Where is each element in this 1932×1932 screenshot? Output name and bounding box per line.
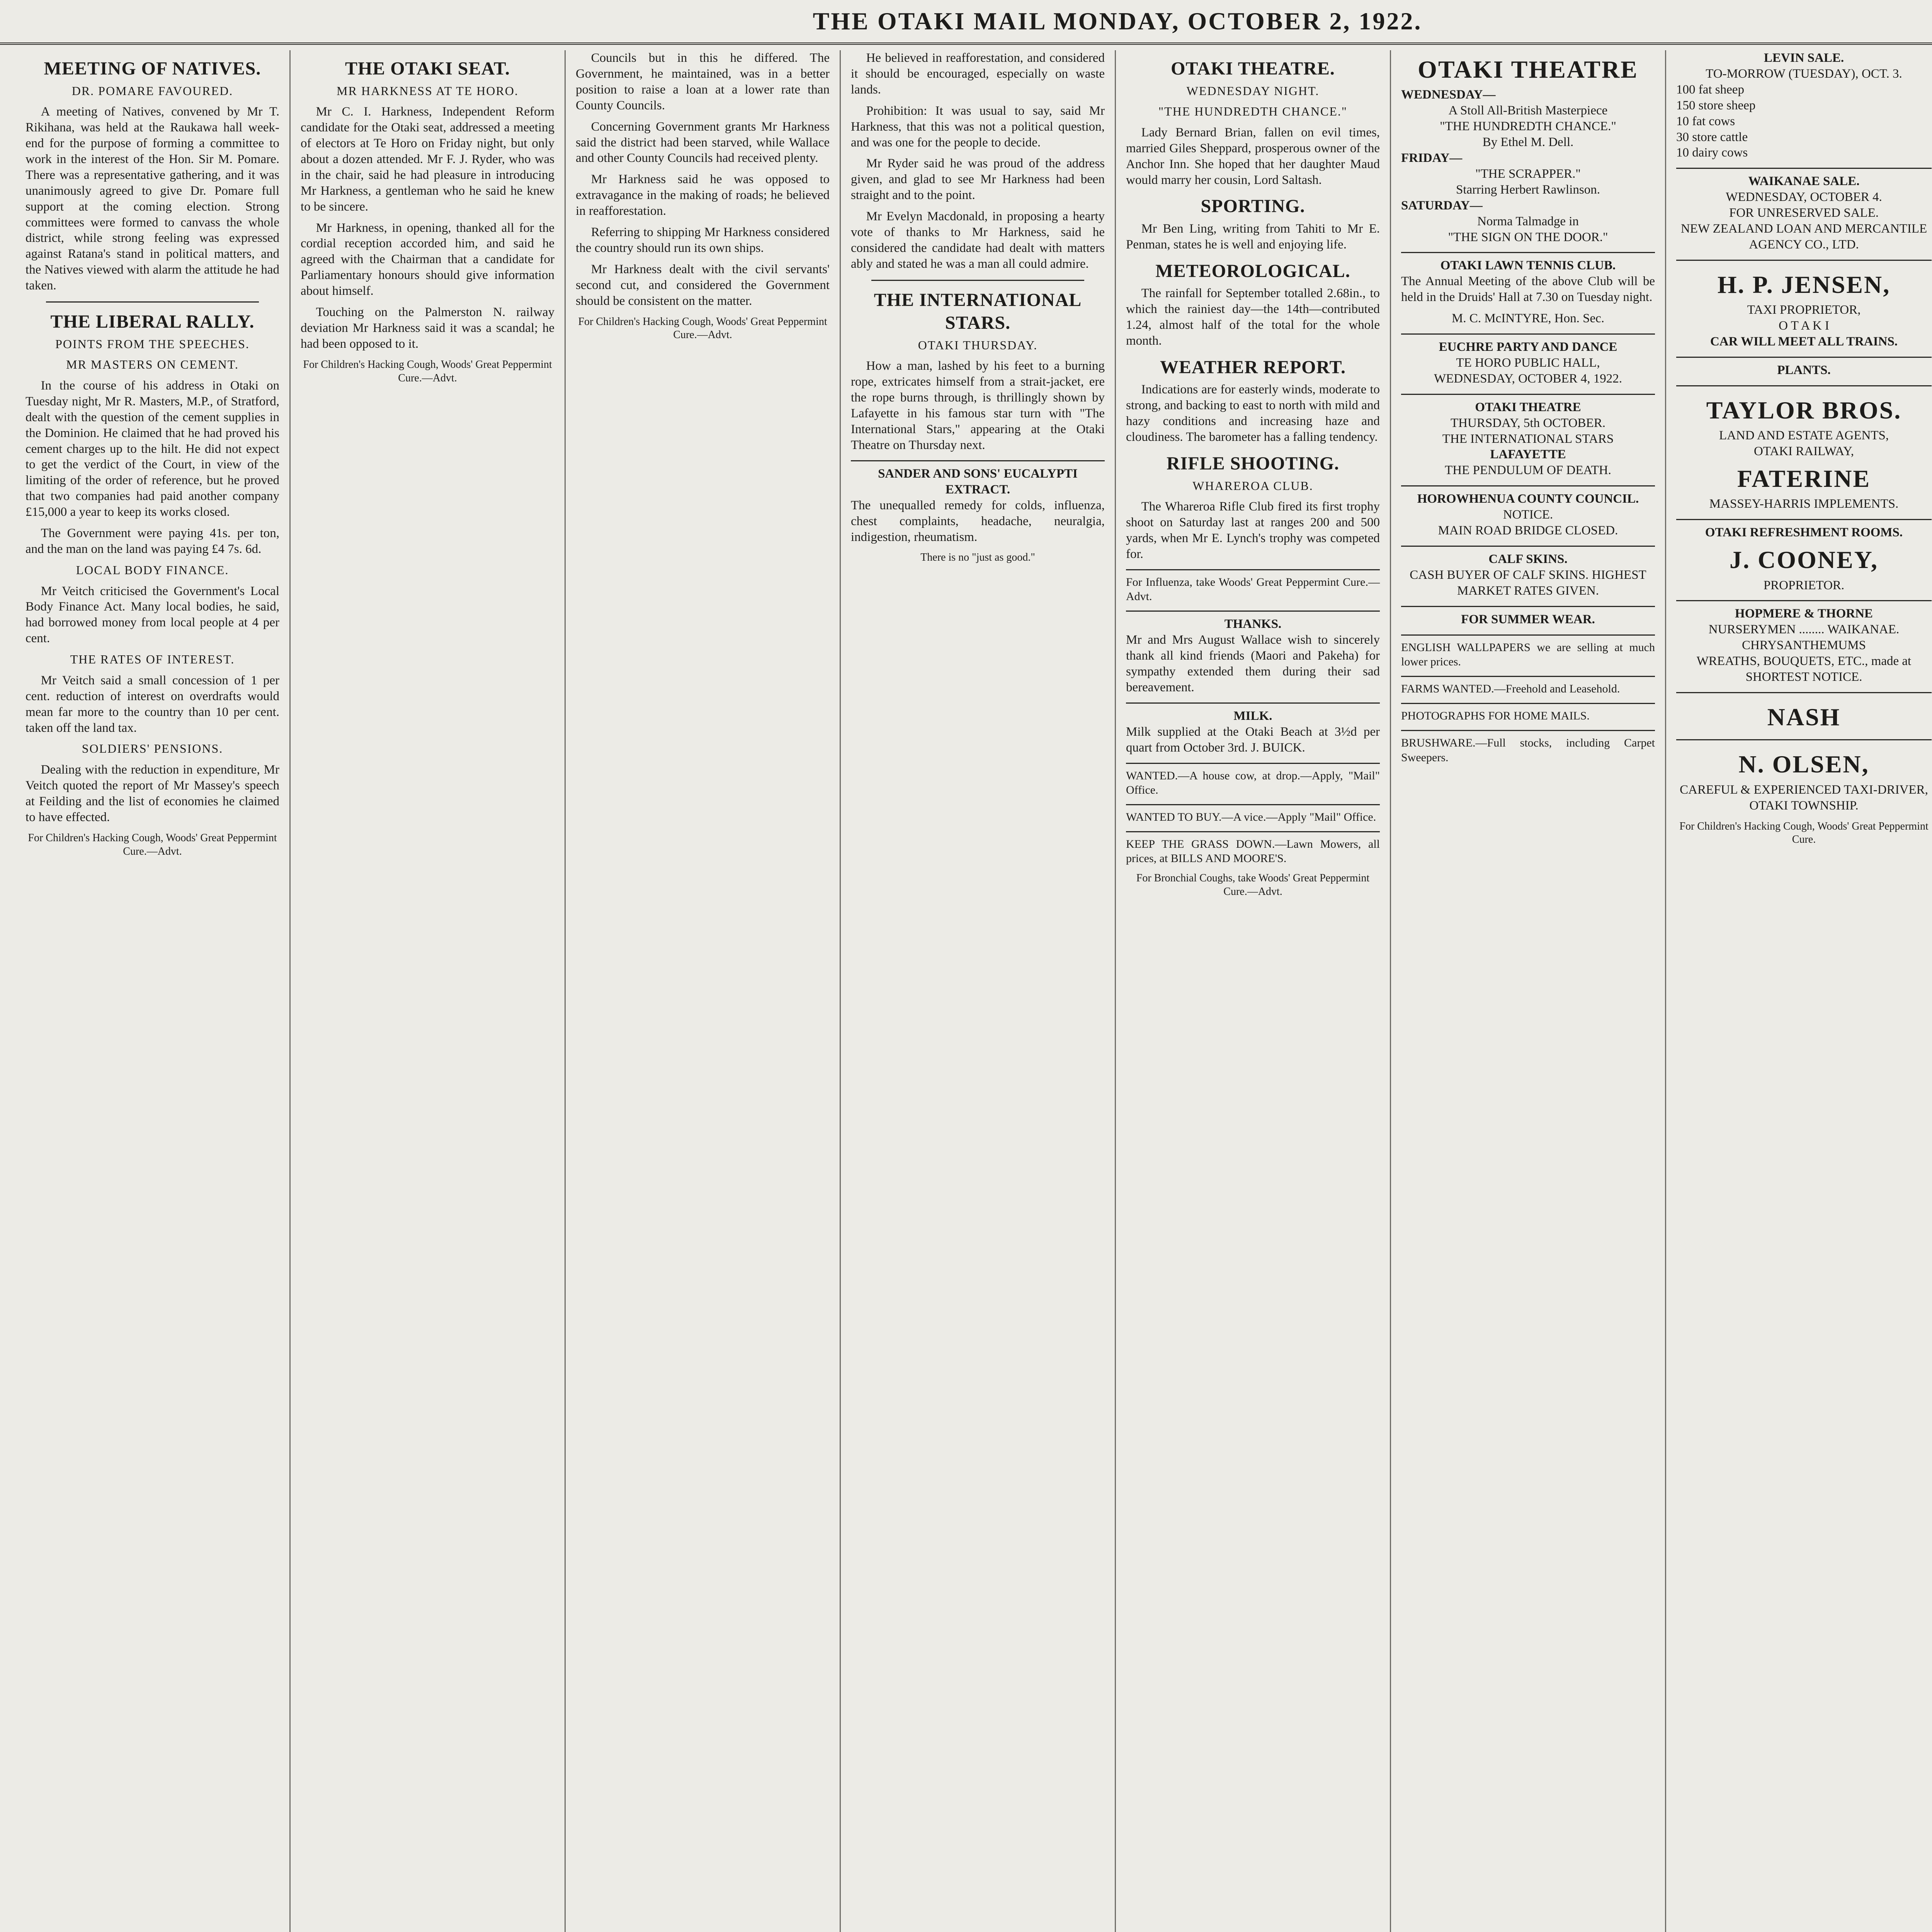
- advertisement: For Children's Hacking Cough, Woods' Great Peppermint Cure.—Advt.: [578, 315, 827, 341]
- article-paragraph: The Government were paying 41s. per ton, and the man on the land was paying £4 7s. 6d.: [26, 526, 279, 556]
- refreshment-ad: [1676, 519, 1932, 593]
- article-paragraph: Prohibition: It was usual to say, said Mr Harkness, that this was not a political question, and was one for the people to decide.: [851, 104, 1105, 150]
- ad-title-otaki-theatre: OTAKI THEATRE: [1418, 56, 1638, 83]
- ad-line: WREATHS, BOUQUETS, ETC., made at SHORTEST NOTICE.: [1696, 654, 1912, 684]
- article-paragraph: Mr Ben Ling, writing from Tahiti to Mr E. Penman, states he is well and enjoying life.: [1126, 222, 1380, 252]
- thanks-notice: [1126, 611, 1380, 696]
- notice-title: HOROWHENUA COUNTY COUNCIL.: [1417, 492, 1639, 506]
- article-paragraph: The Whareroa Rifle Club fired its first trophy shoot on Saturday last at ranges 200 and 500 yards, when Mr E. Lynch's trophy was competed for.: [1126, 500, 1380, 561]
- headline-liberal-rally: THE LIBERAL RALLY.: [50, 311, 255, 332]
- notice-title: THANKS.: [1224, 617, 1282, 631]
- article-paragraph: Referring to shipping Mr Harkness considered the country should run its own ships.: [576, 225, 830, 255]
- article-paragraph: Mr Veitch said a small concession of 1 per cent. reduction of interest on overdrafts would mean far more to the country than 10 per cent. taken off the land tax.: [26, 673, 279, 735]
- ad-line: TAXI PROPRIETOR,: [1747, 303, 1861, 317]
- advertisement: There is no "just as good.": [920, 551, 1035, 564]
- ad-title: TAYLOR BROS.: [1706, 396, 1902, 424]
- subhead: MR MASTERS ON CEMENT.: [66, 357, 239, 372]
- ad-title: CALF SKINS.: [1488, 552, 1568, 566]
- notice-line: NOTICE.: [1503, 508, 1553, 522]
- notice-signature: M. C. McINTYRE, Hon. Sec.: [1451, 311, 1605, 326]
- notice-body: Mr and Mrs August Wallace wish to sincerely thank all kind friends (Maori and Pakeha) for sympathy extended them during their sad bereavement.: [1126, 633, 1380, 694]
- theatre-ad: [1401, 394, 1655, 479]
- newspaper-page: [15, 50, 1932, 1932]
- article-paragraph: A meeting of Natives, convened by Mr T. Rikihana, was held at the Raukawa hall week-end for the purpose of forming a committee to work in the interest of the Hon. Sir M. Pomare. There was a representative gathering, and it was unanimously agreed to give Dr. Pomare full support at the coming election. Strong committees were formed to canvass the whole district, while strong feeling was expressed against Ratana's stand in political matters, and the Natives viewed with alarm the attitude he had taken.: [26, 105, 279, 293]
- article-paragraph: He believed in reafforestation, and considered it should be encouraged, especially on waste lands.: [851, 51, 1105, 97]
- ad-line: OTAKI TOWNSHIP.: [1749, 798, 1859, 813]
- program-line: "THE SCRAPPER.": [1475, 167, 1581, 181]
- taylor-ad: [1676, 385, 1932, 512]
- ad-line: THURSDAY, 5th OCTOBER.: [1451, 416, 1605, 430]
- day-label: FRIDAY—: [1401, 151, 1463, 165]
- day-label: WEDNESDAY—: [1401, 88, 1496, 102]
- notice-line: TE HORO PUBLIC HALL,: [1456, 355, 1600, 370]
- tennis-club-notice: [1401, 252, 1655, 327]
- article-paragraph: Lady Bernard Brian, fallen on evil times, married Giles Sheppard, prosperous owner of the Anchor Inn. She hoped that her daughter Maud would marry her cousin, Lord Saltash.: [1126, 125, 1380, 187]
- summer-wear-ad: FOR SUMMER WEAR.: [1401, 606, 1655, 628]
- ad-line: CAREFUL & EXPERIENCED TAXI-DRIVER,: [1680, 782, 1928, 797]
- ad-line: OTAKI RAILWAY,: [1754, 444, 1854, 459]
- waikanae-sale: [1676, 168, 1932, 253]
- notice-title: MILK.: [1233, 709, 1272, 723]
- brushware-ad: BRUSHWARE.—Full stocks, including Carpet Sweepers.: [1401, 730, 1655, 764]
- hopmere-ad: [1676, 600, 1932, 685]
- program-line: "THE HUNDREDTH CHANCE.": [1440, 119, 1616, 134]
- program-line: A Stoll All-British Masterpiece: [1448, 104, 1608, 118]
- calf-skins-ad: [1401, 546, 1655, 599]
- ad-title: OTAKI THEATRE: [1475, 400, 1581, 414]
- subhead: WHAREROA CLUB.: [1192, 478, 1313, 493]
- sale-date: TO-MORROW (TUESDAY), OCT. 3.: [1706, 66, 1902, 81]
- stock-item: 100 fat sheep: [1676, 82, 1744, 97]
- article-paragraph: Concerning Government grants Mr Harkness said the district had been starved, while Wallace and other County Councils had received plenty.: [576, 119, 830, 165]
- ad-title: J. COONEY,: [1729, 546, 1879, 574]
- classified-ad: KEEP THE GRASS DOWN.—Lawn Mowers, all prices, at BILLS AND MOORE'S.: [1126, 831, 1380, 866]
- subhead: LOCAL BODY FINANCE.: [76, 563, 229, 577]
- sale-date: WEDNESDAY, OCTOBER 4.: [1726, 190, 1882, 204]
- photographs-ad: PHOTOGRAPHS FOR HOME MAILS.: [1401, 703, 1655, 723]
- article-paragraph: Mr Harkness said he was opposed to extravagance in the making of roads; he believed in reafforestation.: [576, 172, 830, 218]
- ad-body: The unequalled remedy for colds, influenza, chest complaints, headache, neuralgia, indigestion, rheumatism.: [851, 498, 1105, 544]
- stock-item: 150 store sheep: [1676, 98, 1756, 112]
- article-paragraph: Mr Harkness, in opening, thanked all for the cordial reception accorded him, and said he agreed with the Chairman that a candidate for Parliamentary honours should give information about himself.: [301, 221, 554, 298]
- ad-line: CHRYSANTHEMUMS: [1742, 638, 1866, 653]
- subhead: "THE HUNDREDTH CHANCE.": [1158, 104, 1347, 119]
- column-2: [291, 50, 566, 1932]
- headline-meteorological: METEOROLOGICAL.: [1155, 260, 1350, 281]
- article-paragraph: Councils but in this he differed. The Government, he maintained, was in a better position to raise a loan at a lower rate than County Councils.: [576, 51, 830, 112]
- column-6: [1391, 50, 1666, 1932]
- council-notice: [1401, 485, 1655, 539]
- headline-otaki-theatre: OTAKI THEATRE.: [1171, 58, 1335, 79]
- subhead: SOLDIERS' PENSIONS.: [82, 742, 223, 756]
- article-paragraph: Mr Evelyn Macdonald, in proposing a hearty vote of thanks to Mr Harkness, said he considered the candidate had dealt with matters ably and stated he was a man all could admire.: [851, 209, 1105, 271]
- subhead: MR HARKNESS AT TE HORO.: [337, 83, 519, 98]
- ad-line: MASSEY-HARRIS IMPLEMENTS.: [1709, 497, 1899, 511]
- subhead: DR. POMARE FAVOURED.: [71, 83, 233, 98]
- notice-title: EUCHRE PARTY AND DANCE: [1439, 340, 1617, 354]
- article-paragraph: Indications are for easterly winds, moderate to strong, and backing to east to north with mild and hazy conditions and increasing haze and cloudiness. The barometer has a falling tendency.: [1126, 383, 1380, 444]
- ad-line: PROPRIETOR.: [1763, 578, 1845, 592]
- day-label: SATURDAY—: [1401, 198, 1483, 213]
- ad-line: CASH BUYER OF CALF SKINS. HIGHEST MARKET RATES GIVEN.: [1410, 568, 1646, 598]
- masthead: [0, 0, 1932, 45]
- stock-item: 30 store cattle: [1676, 130, 1748, 144]
- ad-title: N. OLSEN,: [1738, 750, 1869, 778]
- notice-body: Milk supplied at the Otaki Beach at 3½d per quart from October 3rd. J. BUICK.: [1126, 724, 1380, 755]
- notice-title: OTAKI LAWN TENNIS CLUB.: [1440, 259, 1616, 273]
- notice-line: WEDNESDAY, OCTOBER 4, 1922.: [1434, 371, 1622, 386]
- article-paragraph: The rainfall for September totalled 2.68in., to which the rainiest day—the 14th—contributed 1.24, almost half of the total for the whole month.: [1126, 286, 1380, 348]
- article-paragraph: Dealing with the reduction in expenditure, Mr Veitch quoted the report of Mr Massey's speech at Feilding and the list of economies he claimed to have effected.: [26, 763, 279, 824]
- jensen-ad: [1676, 260, 1932, 350]
- euchre-notice: [1401, 333, 1655, 387]
- ad-title: H. P. JENSEN,: [1717, 270, 1891, 298]
- article-paragraph: Touching on the Palmerston N. railway deviation Mr Harkness said it was a scandal; he had been opposed to it.: [301, 305, 554, 351]
- headline-rifle-shooting: RIFLE SHOOTING.: [1166, 453, 1340, 474]
- ad-line: THE PENDULUM OF DEATH.: [1445, 463, 1611, 478]
- sale-line: FOR UNRESERVED SALE.: [1729, 206, 1879, 220]
- ad-line: NURSERYMEN ........ WAIKANAE.: [1708, 622, 1900, 637]
- ad-title: NASH: [1767, 703, 1841, 731]
- sale-title: WAIKANAE SALE.: [1748, 174, 1860, 189]
- ad-line: CAR WILL MEET ALL TRAINS.: [1710, 335, 1898, 349]
- classified-ad: WANTED.—A house cow, at drop.—Apply, "Mail" Office.: [1126, 763, 1380, 797]
- program-line: By Ethel M. Dell.: [1482, 135, 1574, 150]
- stock-item: 10 fat cows: [1676, 114, 1735, 128]
- ad-line: O T A K I: [1779, 319, 1829, 333]
- olsen-ad: [1676, 739, 1932, 813]
- classified-ad: WANTED TO BUY.—A vice.—Apply "Mail" Office.: [1126, 804, 1380, 824]
- ad-line: THE INTERNATIONAL STARS: [1442, 432, 1614, 446]
- article-paragraph: In the course of his address in Otaki on Tuesday night, Mr R. Masters, M.P., of Stratford, dealt with the question of the cement supplies in the Dominion. He claimed that he had proved his cement charges up to the hilt. He did not expect to get the verdict of the Court, in view of the limiting of the order of reference, but he proved that two companies had paid another company £15,000 a year to keep its works closed.: [26, 378, 279, 519]
- divider: [871, 280, 1085, 281]
- program-line: Starring Herbert Rawlinson.: [1456, 182, 1600, 197]
- notice-line: MAIN ROAD BRIDGE CLOSED.: [1438, 524, 1618, 538]
- column-1: [15, 50, 291, 1932]
- agency-name: NEW ZEALAND LOAN AND MERCANTILE AGENCY CO., LTD.: [1680, 222, 1927, 252]
- headline-international-stars: THE INTERNATIONAL STARS.: [874, 289, 1082, 333]
- faterine-title: FATERINE: [1737, 465, 1871, 493]
- column-5: [1116, 50, 1391, 1932]
- headline-weather-report: WEATHER REPORT.: [1160, 357, 1346, 378]
- headline-sporting: SPORTING.: [1201, 196, 1305, 217]
- newspaper-title: THE OTAKI MAIL MONDAY, OCTOBER 2, 1922.: [813, 7, 1422, 35]
- subhead: OTAKI THURSDAY.: [918, 338, 1038, 352]
- column-4: [841, 50, 1116, 1932]
- column-3: [566, 50, 841, 1932]
- article-paragraph: Mr Veitch criticised the Government's Local Body Finance Act. Many local bodies, he said, had borrowed money from local people at 4 per cent.: [26, 584, 279, 646]
- advertisement: For Bronchial Coughs, take Woods' Great Peppermint Cure.—Advt.: [1136, 872, 1370, 898]
- advertisement: For Children's Hacking Cough, Woods' Great Peppermint Cure.—Advt.: [303, 358, 552, 384]
- program-line: "THE SIGN ON THE DOOR.": [1448, 230, 1608, 244]
- ad-line: LAFAYETTE: [1490, 447, 1566, 462]
- article-paragraph: Mr Harkness dealt with the civil servants' second cut, and considered the Government should be consistent on the matter.: [576, 262, 830, 308]
- advertisement: For Children's Hacking Cough, Woods' Great Peppermint Cure.: [1679, 820, 1929, 846]
- article-paragraph: How a man, lashed by his feet to a burning rope, extricates himself from a strait-jacket, ere the rope burns through, is thrillingly shown by Lafayette in his famous star turn with "The International Stars," appearing at the Otaki Theatre on Thursday next.: [851, 359, 1105, 452]
- advertisement: For Influenza, take Woods' Great Peppermint Cure.—Advt.: [1126, 569, 1380, 604]
- article-paragraph: Mr Ryder said he was proud of the address given, and glad to see Mr Harkness had been straight and to the point.: [851, 156, 1105, 202]
- farms-wanted-ad: FARMS WANTED.—Freehold and Leasehold.: [1401, 676, 1655, 696]
- subhead: POINTS FROM THE SPEECHES.: [55, 337, 250, 351]
- sale-title: LEVIN SALE.: [1764, 51, 1844, 65]
- advertisement-sander: [851, 460, 1105, 545]
- column-7: [1666, 50, 1932, 1932]
- headline-otaki-seat: THE OTAKI SEAT.: [345, 58, 510, 79]
- ad-title: OTAKI REFRESHMENT ROOMS.: [1705, 526, 1903, 540]
- ad-title: SANDER AND SONS' EUCALYPTI EXTRACT.: [878, 466, 1078, 497]
- ad-title: HOPMERE & THORNE: [1735, 607, 1873, 621]
- notice-body: The Annual Meeting of the above Club will be held in the Druids' Hall at 7.30 on Tuesday night.: [1401, 274, 1655, 304]
- milk-notice: [1126, 702, 1380, 756]
- advertisement: For Children's Hacking Cough, Woods' Great Peppermint Cure.—Advt.: [28, 832, 277, 857]
- ad-line: LAND AND ESTATE AGENTS,: [1719, 429, 1889, 443]
- subhead: WEDNESDAY NIGHT.: [1186, 83, 1320, 98]
- article-paragraph: Mr C. I. Harkness, Independent Reform candidate for the Otaki seat, addressed a meeting of electors at Te Horo on Friday night, but only about a dozen attended. Mr F. J. Ryder, who was in the chair, said he had pleasure in introducing Mr Harkness, a gentleman who he said he knew to be sincere.: [301, 105, 554, 214]
- stock-item: 10 dairy cows: [1676, 146, 1748, 160]
- subhead: THE RATES OF INTEREST.: [70, 652, 235, 667]
- divider: [46, 301, 259, 303]
- headline-meeting-of-natives: MEETING OF NATIVES.: [44, 58, 261, 79]
- plants-ad: PLANTS.: [1676, 357, 1932, 378]
- wallpaper-ad: ENGLISH WALLPAPERS we are selling at much lower prices.: [1401, 634, 1655, 669]
- nash-ad: [1676, 692, 1932, 732]
- program-line: Norma Talmadge in: [1477, 214, 1579, 228]
